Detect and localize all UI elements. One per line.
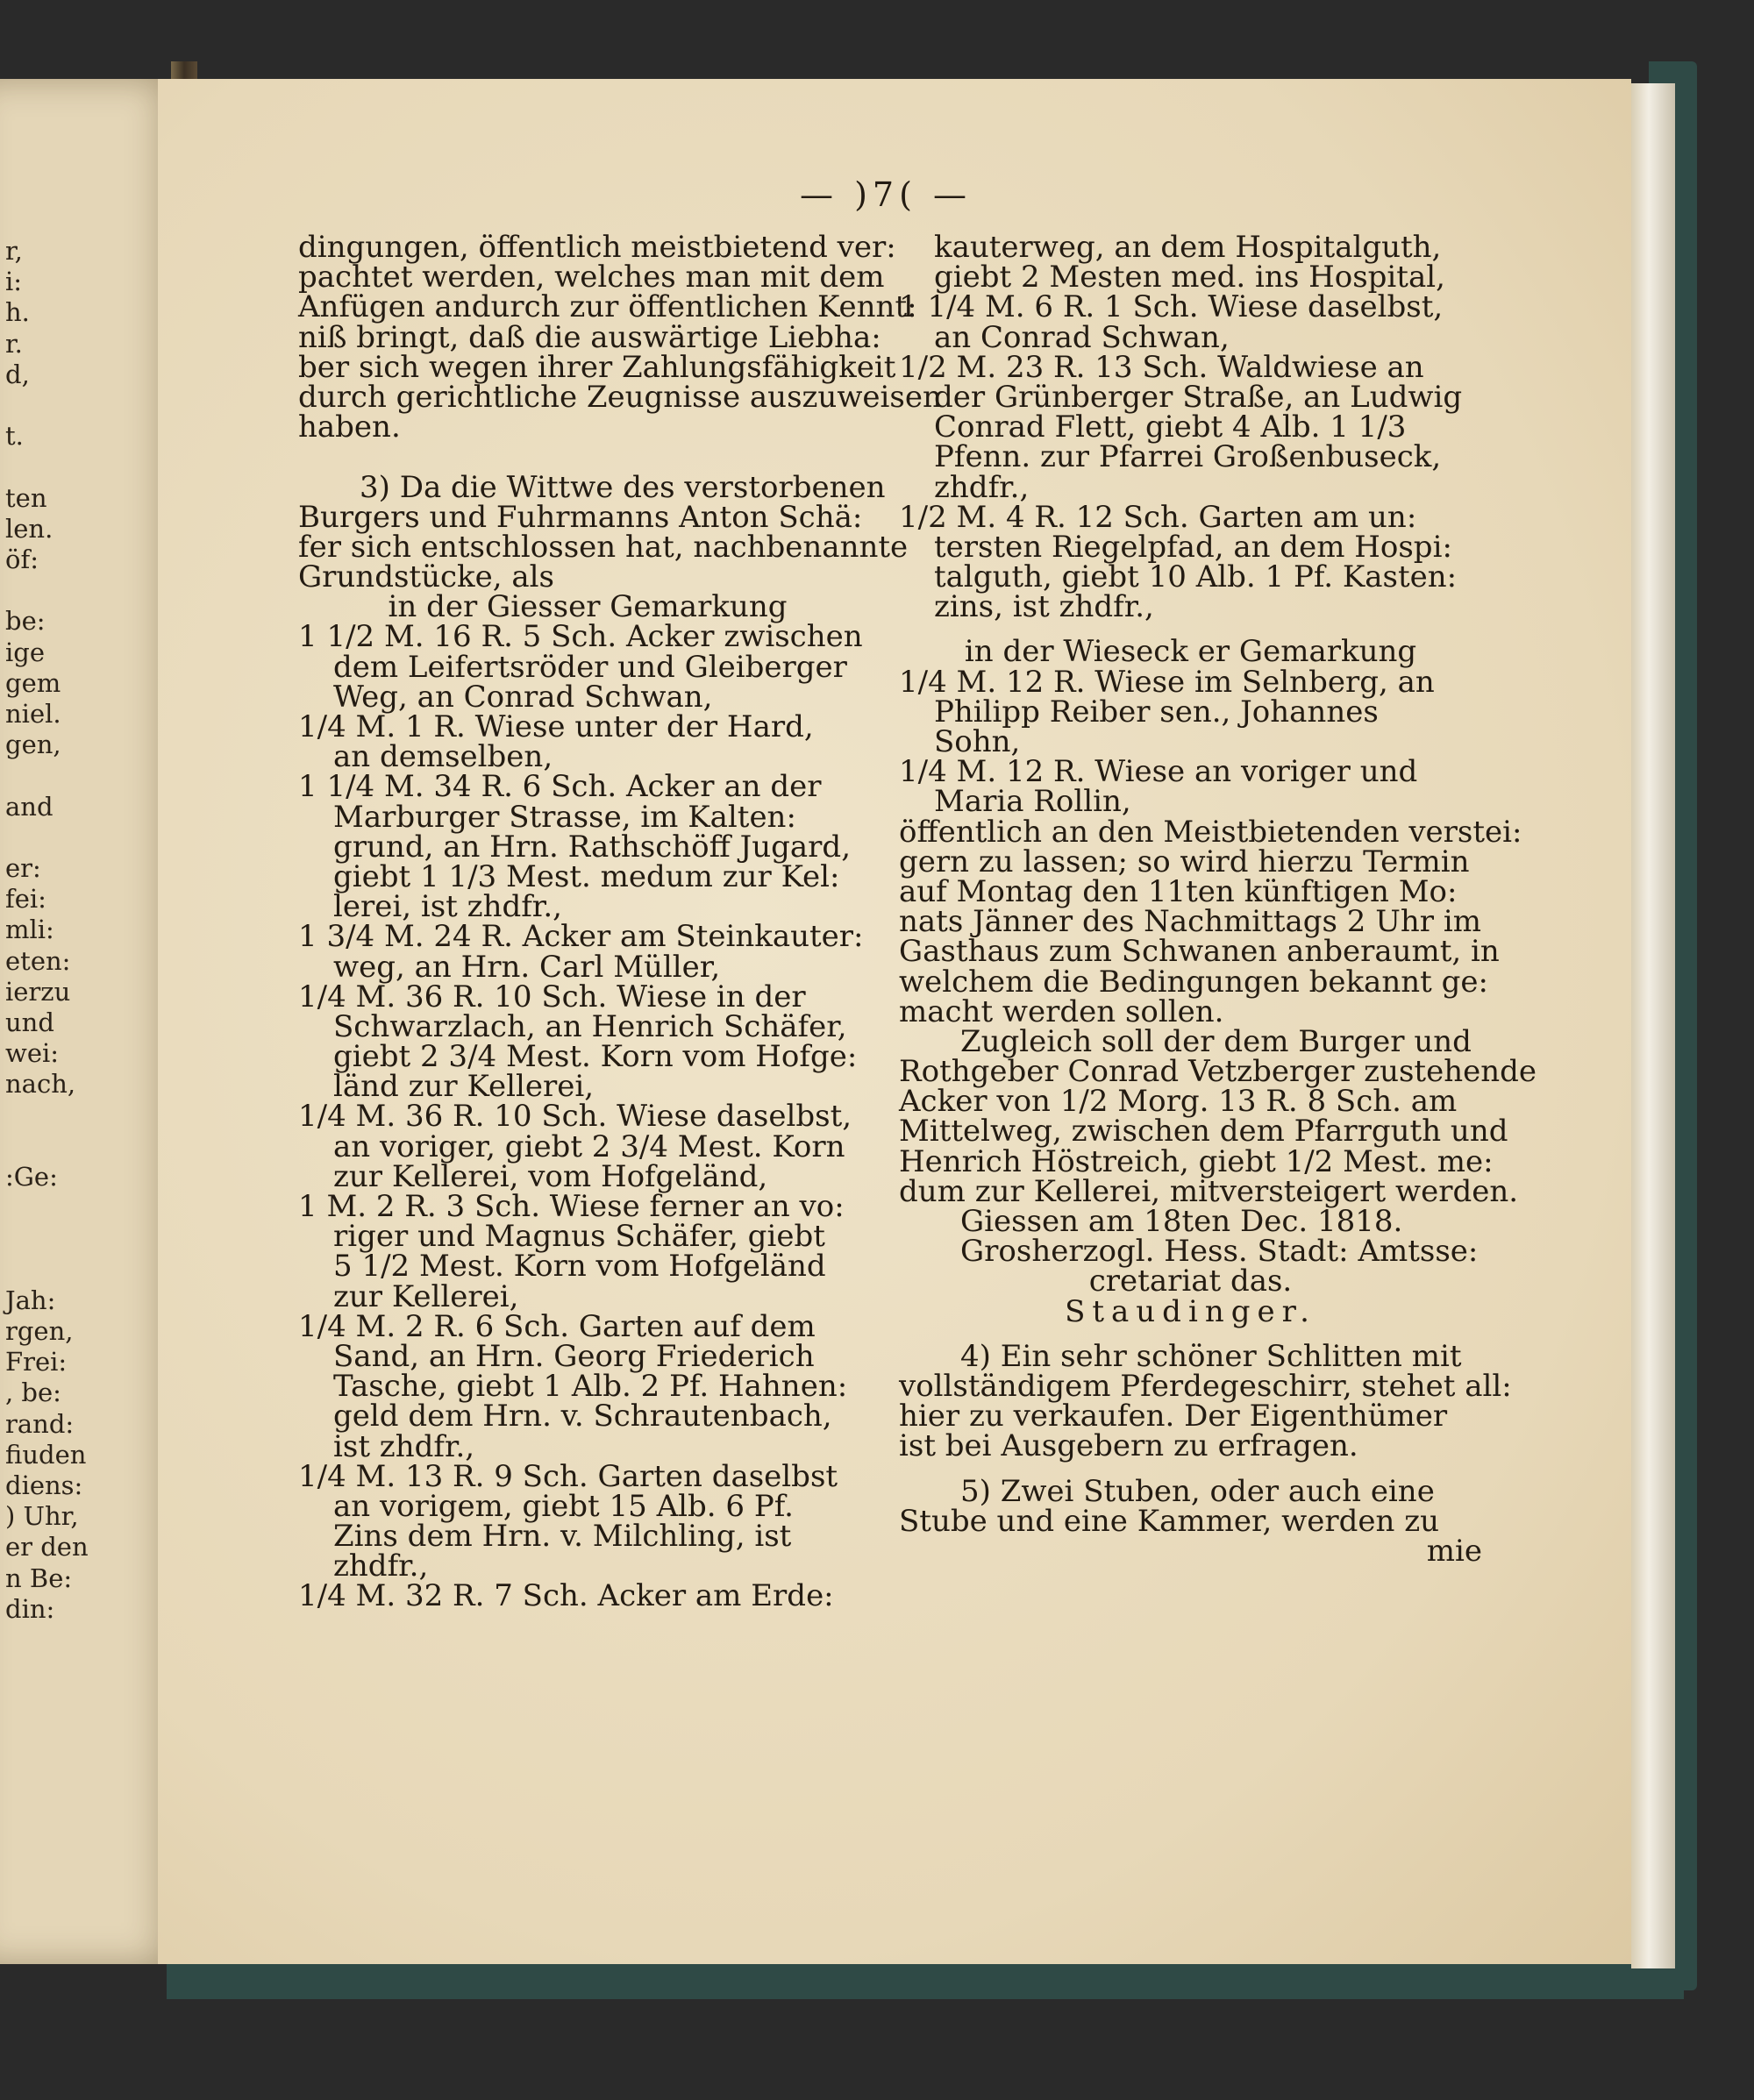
left-page-fragment: und — [5, 1007, 54, 1037]
left-page-fragment: h. — [5, 297, 30, 328]
text-line: lerei, ist zhdfr., — [333, 889, 562, 925]
left-page-fragment: be: — [5, 606, 46, 637]
text-line: zhdfr., — [934, 469, 1030, 505]
left-page-fragment: öf: — [5, 545, 39, 574]
text-line — [298, 442, 877, 472]
left-page-fragment: wei: — [5, 1038, 60, 1069]
text-line: 1/2 M. 4 R. 12 Sch. Garten am un: — [899, 499, 1417, 535]
text-line: ber sich wegen ihrer Zahlungsfähigkeit — [298, 349, 896, 385]
text-line: 1/2 M. 23 R. 13 Sch. Waldwiese an — [899, 349, 1424, 385]
page-number-header: — )7( — — [800, 175, 972, 214]
text-line: Grundstücke, als — [298, 559, 554, 595]
book-cover-bottom — [167, 1960, 1684, 1999]
text-line: auf Montag den 11ten künftigen Mo: — [899, 873, 1458, 909]
left-page-fragment: er den — [5, 1532, 89, 1563]
text-line: Tasche, giebt 1 Alb. 2 Pf. Hahnen: — [333, 1369, 848, 1405]
text-line: pachtet werden, welches man mit dem — [298, 260, 885, 295]
text-line: Grosherzogl. Hess. Stadt: Amtsse: — [960, 1234, 1479, 1270]
text-line: 1/4 M. 36 R. 10 Sch. Wiese in der — [298, 979, 806, 1014]
text-line: dum zur Kellerei, mitversteigert werden. — [899, 1173, 1519, 1209]
left-page-fragment: n Be: — [5, 1563, 73, 1593]
left-page-fragment: d, — [5, 359, 30, 389]
text-line: länd zur Kellerei, — [333, 1069, 595, 1105]
text-line: Henrich Höstreich, giebt 1/2 Mest. me: — [899, 1143, 1494, 1179]
text-line: geld dem Hrn. v. Schrautenbach, — [333, 1399, 832, 1434]
text-line: 4) Ein sehr schöner Schlitten mit — [960, 1338, 1462, 1374]
text-line: zur Kellerei, vom Hofgeländ, — [333, 1158, 768, 1194]
left-page-fragment: ige — [5, 637, 46, 667]
left-page-fragment: ierzu — [5, 976, 71, 1007]
text-line: giebt 1 1/3 Mest. medum zur Kel: — [333, 858, 840, 894]
text-line: kauterweg, an dem Hospitalguth, — [934, 230, 1442, 265]
text-line: giebt 2 Mesten med. ins Hospital, — [934, 260, 1445, 295]
text-line: hier zu verkaufen. Der Eigenthümer — [899, 1399, 1448, 1434]
left-page-fragment: diens: — [5, 1470, 83, 1500]
text-line: 1 M. 2 R. 3 Sch. Wiese ferner an vo: — [298, 1189, 845, 1224]
text-line: nats Jänner des Nachmittags 2 Uhr im — [899, 904, 1481, 940]
text-line: Zins dem Hrn. v. Milchling, ist — [333, 1519, 792, 1555]
left-page-fragment: t. — [5, 421, 24, 452]
text-line: Weg, an Conrad Schwan, — [333, 679, 713, 715]
text-line: Rothgeber Conrad Vetzberger zustehende — [899, 1054, 1537, 1090]
left-page-fragment: gen, — [5, 730, 61, 760]
left-page-fragment: fiuden — [5, 1439, 87, 1470]
text-line: 1 1/4 M. 6 R. 1 Sch. Wiese daselbst, — [899, 289, 1444, 325]
text-line: Conrad Flett, giebt 4 Alb. 1 1/3 — [934, 409, 1407, 445]
text-line: Staudinger. — [1065, 1293, 1316, 1329]
left-page-fragment: ) Uhr, — [5, 1501, 79, 1532]
text-line: grund, an Hrn. Rathschöff Jugard, — [333, 829, 852, 865]
text-line: Burgers und Fuhrmanns Anton Schä: — [298, 499, 863, 535]
text-line: dingungen, öffentlich meistbietend ver: — [298, 230, 896, 265]
text-line: haben. — [298, 409, 401, 445]
text-line: ist zhdfr., — [333, 1428, 475, 1464]
text-line: Sand, an Hrn. Georg Friederich — [333, 1338, 815, 1374]
text-line: 1/4 M. 1 R. Wiese unter der Hard, — [298, 709, 814, 744]
left-page-fragment: Frei: — [5, 1347, 68, 1377]
text-line: tersten Riegelpfad, an dem Hospi: — [934, 529, 1452, 565]
text-line: 1/4 M. 12 R. Wiese im Selnberg, an — [899, 664, 1435, 700]
text-line: 5 1/2 Mest. Korn vom Hofgeländ — [333, 1249, 826, 1285]
text-line: 1/4 M. 12 R. Wiese an voriger und — [899, 754, 1418, 790]
text-line: in der Wieseck er Gemarkung — [964, 634, 1417, 670]
text-line: durch gerichtliche Zeugnisse auszuweisen — [298, 379, 942, 415]
text-line: ist bei Ausgebern zu erfragen. — [899, 1428, 1358, 1464]
text-line: zhdfr., — [333, 1548, 429, 1584]
left-page-fragment: rand: — [5, 1408, 75, 1439]
left-page-fragment: gem — [5, 667, 61, 698]
left-page-fragment: ten — [5, 482, 47, 513]
left-page-fragment: :Ge: — [5, 1162, 58, 1192]
text-line: fer sich entschlossen hat, nachbenannte — [298, 529, 909, 565]
text-line: talguth, giebt 10 Alb. 1 Pf. Kasten: — [934, 559, 1458, 595]
text-line: Marburger Strasse, im Kalten: — [333, 799, 796, 835]
text-line: 1/4 M. 13 R. 9 Sch. Garten daselbst — [298, 1458, 838, 1494]
text-line: Sohn, — [934, 724, 1021, 759]
text-line: 1/4 M. 36 R. 10 Sch. Wiese daselbst, — [298, 1099, 852, 1135]
text-line: Gasthaus zum Schwanen anberaumt, in — [899, 934, 1500, 970]
text-line: macht werden sollen. — [899, 993, 1224, 1029]
text-line: 1/4 M. 32 R. 7 Sch. Acker am Erde: — [298, 1578, 834, 1614]
page-stack-edge — [1631, 83, 1675, 1968]
text-line: niß bringt, daß die auswärtige Liebha: — [298, 319, 881, 355]
text-line: Stube und eine Kammer, werden zu — [899, 1503, 1440, 1539]
text-line: an voriger, giebt 2 3/4 Mest. Korn — [333, 1128, 845, 1164]
text-line: giebt 2 3/4 Mest. Korn vom Hofge: — [333, 1039, 858, 1075]
text-line: Schwarzlach, an Henrich Schäfer, — [333, 1008, 847, 1044]
text-line: Maria Rollin, — [934, 784, 1131, 820]
left-page-fragment: , be: — [5, 1377, 61, 1408]
text-line: Anfügen andurch zur öffentlichen Kennt: — [298, 289, 917, 325]
left-page-fragment: fei: — [5, 884, 46, 915]
left-page-fragment: Jah: — [5, 1285, 56, 1315]
text-line: welchem die Bedingungen bekannt ge: — [899, 964, 1488, 1000]
left-text-column — [298, 230, 942, 1614]
text-line: in der Giesser Gemarkung — [388, 589, 788, 625]
text-line: Giessen am 18ten Dec. 1818. — [960, 1204, 1403, 1239]
text-line: dem Leifertsröder und Gleiberger — [333, 649, 847, 685]
left-page-fragment: i: — [5, 267, 23, 297]
text-line: 1 1/4 M. 34 R. 6 Sch. Acker an der — [298, 769, 822, 805]
text-line: 3) Da die Wittwe des verstorbenen — [360, 469, 886, 505]
left-page-fragment: er: — [5, 853, 41, 883]
text-line: Acker von 1/2 Morg. 13 R. 8 Sch. am — [899, 1084, 1458, 1120]
left-page-fragment: rgen, — [5, 1316, 74, 1346]
text-line: 5) Zwei Stuben, oder auch eine — [960, 1473, 1435, 1509]
left-page-fragment: len. — [5, 513, 53, 544]
text-line: der Grünberger Straße, an Ludwig — [934, 379, 1463, 415]
text-line: weg, an Hrn. Carl Müller, — [333, 949, 721, 985]
text-line: vollständigem Pferdegeschirr, stehet all: — [899, 1368, 1512, 1404]
text-line: mie — [1426, 1533, 1482, 1569]
text-line: öffentlich an den Meistbietenden verstei: — [899, 814, 1522, 850]
right-text-column — [899, 230, 1537, 1569]
text-line: zur Kellerei, — [333, 1278, 519, 1314]
text-line: Philipp Reiber sen., Johannes — [934, 694, 1379, 730]
left-page-fragment: and — [5, 791, 53, 822]
text-line: zins, ist zhdfr., — [934, 589, 1154, 625]
text-line: Pfenn. zur Pfarrei Großenbuseck, — [934, 439, 1442, 475]
left-page-fragment: mli: — [5, 915, 54, 945]
text-line: gern zu lassen; so wird hierzu Termin — [899, 844, 1470, 879]
left-page-fragment: niel. — [5, 699, 61, 729]
text-line: an Conrad Schwan, — [934, 319, 1230, 355]
text-line: 1 3/4 M. 24 R. Acker am Steinkauter: — [298, 919, 864, 955]
left-page-fragment: eten: — [5, 945, 71, 976]
text-line: cretariat das. — [1088, 1264, 1293, 1299]
text-line: Zugleich soll der dem Burger und — [960, 1023, 1472, 1059]
text-line: 1 1/2 M. 16 R. 5 Sch. Acker zwischen — [298, 619, 863, 655]
left-page-fragment: r. — [5, 328, 23, 359]
text-line: riger und Magnus Schäfer, giebt — [333, 1219, 825, 1255]
left-page-fragment: din: — [5, 1593, 55, 1624]
text-line: an demselben, — [333, 739, 553, 775]
text-line: an vorigem, giebt 15 Alb. 6 Pf. — [333, 1488, 794, 1524]
text-line: 1/4 M. 2 R. 6 Sch. Garten auf dem — [298, 1308, 816, 1344]
left-page-fragment: r, — [5, 236, 23, 266]
text-line: Mittelweg, zwischen dem Pfarrguth und — [899, 1114, 1508, 1150]
left-page-fragment: nach, — [5, 1069, 76, 1100]
